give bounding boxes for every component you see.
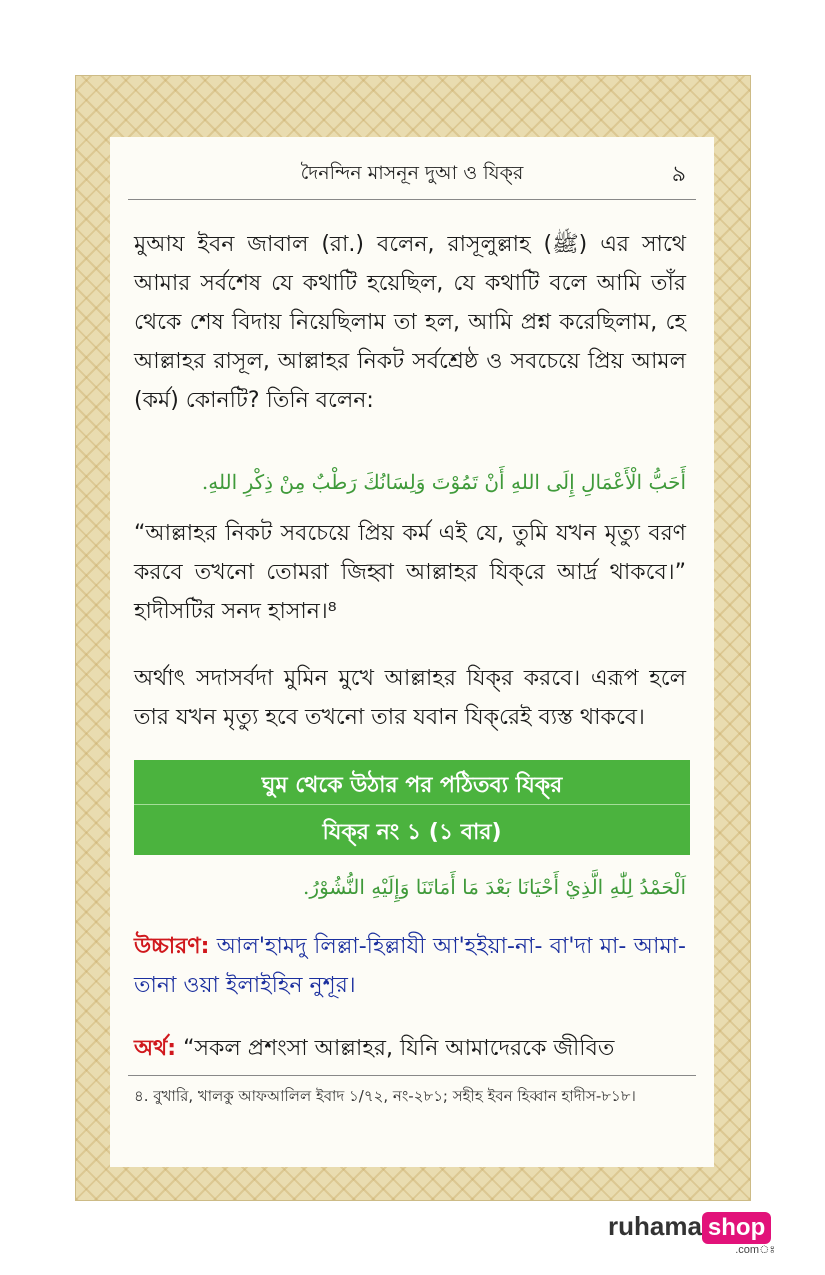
page-header xyxy=(110,159,714,199)
brand-domain: .comঃ xyxy=(735,1244,776,1256)
zikr-number: যিক্‌র নং ১ (১ বার) xyxy=(322,820,502,845)
meaning-block xyxy=(134,1029,686,1068)
header-divider xyxy=(128,199,696,200)
paragraph-hadith-intro: মুআয ইবন জাবাল (রা.) বলেন, রাসূলুল্লাহ (ﷺ) এর সাথে আমার সর্বশেষ যে কথাটি হয়েছিল, যে কথাটি বলে আমি তাঁর থেকে শেষ বিদায় নিয়েছিলাম তা হল, আমি প্রশ্ন করেছিলাম, হে আল্লাহর রাসূল, আল্লাহর নিকট সর্বশ্রেষ্ঠ ও সবচেয়ে প্রিয় আমল (কর্ম) কোনটি? তিনি বলেন: xyxy=(134,232,686,413)
meaning-text: “সকল প্রশংসা আল্লাহর, যিনি আমাদেরকে জীবিত xyxy=(176,1036,615,1061)
running-title: দৈনন্দিন মাসনূন দুআ ও যিক্‌র xyxy=(300,162,524,184)
footnote: ৪. বুখারি, খালকু আফআলিল ইবাদ ১/৭২, নং-২৮১; সহীহ ইবন হিব্বান হাদীস-৮১৮। xyxy=(134,1087,636,1105)
brand-logo xyxy=(608,1211,776,1256)
paragraph-hadith-translation: “আল্লাহর নিকট সবচেয়ে প্রিয় কর্ম এই যে, তুমি যখন মৃত্যু বরণ করবে তখনো তোমরা জিহ্বা আল্লাহর যিক্‌রে আর্দ্র থাকবে।” হাদীসটির সনদ হাসান।⁸ xyxy=(134,521,686,624)
section-heading-box xyxy=(134,760,690,855)
arabic-hadith-text: أَحَبُّ الْأَعْمَالِ إِلَى اللهِ أَنْ تَمُوْتَ وَلِسَانُكَ رَطْبٌ مِنْ ذِكْرِ اللهِ. xyxy=(201,470,686,494)
section-heading: ঘুম থেকে উঠার পর পঠিতব্য যিক্‌র xyxy=(261,773,563,798)
page-number: ৯ xyxy=(671,162,686,187)
meaning-label: অর্থ: xyxy=(134,1036,177,1061)
pronunciation-text: আল'হামদু লিল্লা-হিল্লাযী আ'হইয়া-না- বা'দা মা- আমা-তানা ওয়া ইলাইহিন নুশূর। xyxy=(134,934,686,998)
brand-shop-badge: shop xyxy=(702,1212,771,1244)
arabic-zikr-text: اَلْحَمْدُ لِلّٰهِ الَّذِيْ أَحْيَانَا بَعْدَ مَا أَمَاتَنَا وَإِلَيْهِ النُّشُوْرُ. xyxy=(303,875,686,899)
page-content xyxy=(110,137,714,1167)
brand-name: ruhama xyxy=(608,1211,702,1241)
pronunciation-block xyxy=(134,927,686,1005)
pronunciation-label: উচ্চারণ: xyxy=(134,934,210,959)
footnote-divider xyxy=(128,1075,696,1076)
paragraph-explanation: অর্থাৎ সদাসর্বদা মুমিন মুখে আল্লাহর যিক্‌র করবে। এরূপ হলে তার যখন মৃত্যু হবে তখনো তার যবান যিক্‌রেই ব্যস্ত থাকবে। xyxy=(134,666,686,730)
section-divider xyxy=(134,804,690,805)
